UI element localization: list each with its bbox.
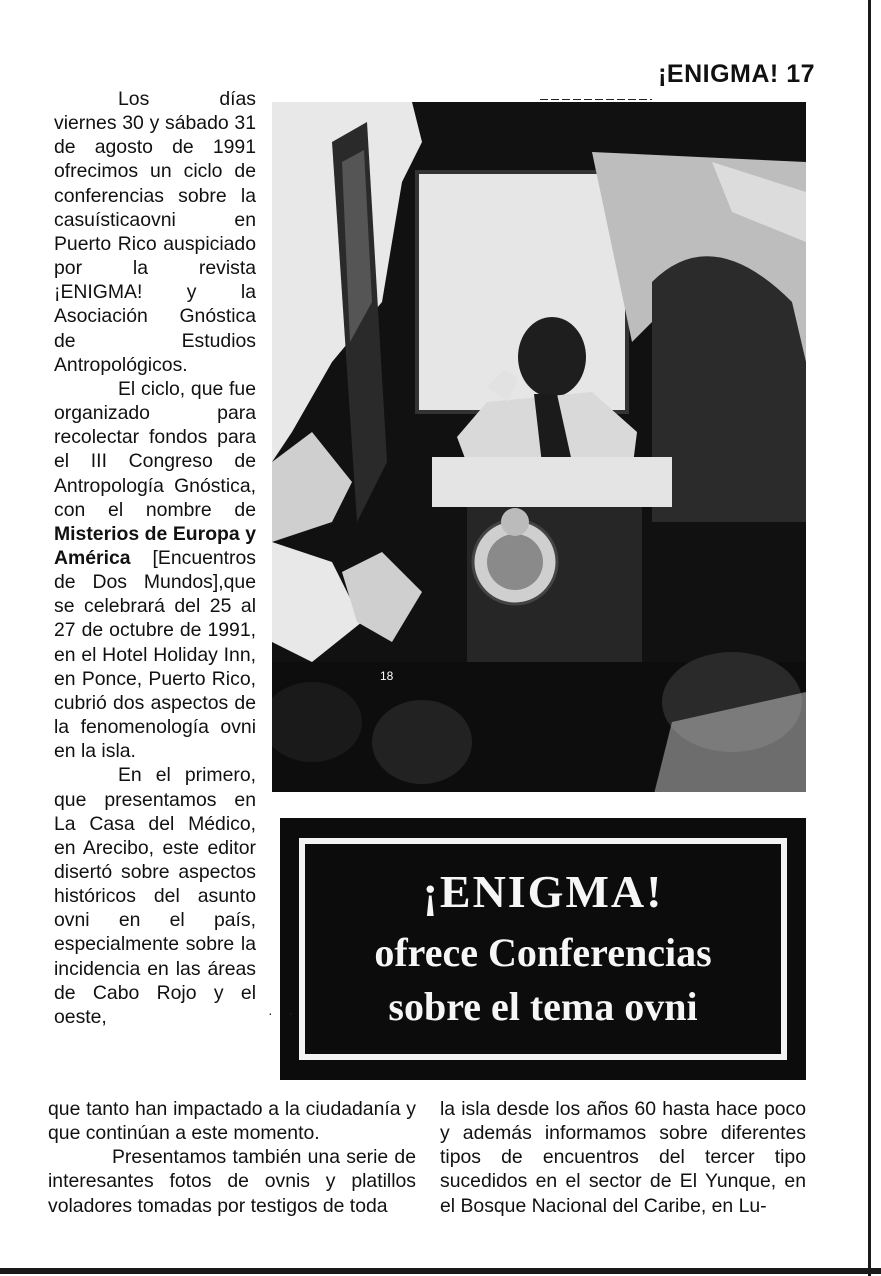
headline-frame: [299, 838, 787, 1060]
paragraph-cycle: [54, 377, 256, 764]
paragraph-cycle-text: El ciclo, que fue organizado para recolectar fondos para el III Congreso de Antropología Gnóstica, con el nombre de: [54, 377, 256, 521]
photo-number-label: 18: [380, 669, 394, 683]
paragraph-continuation: que tanto han impactado a la ciudadanía y que continúan a este momento.: [48, 1098, 416, 1145]
paragraph-first: En el primero, que presentamos en La Casa del Médico, en Arecibo, este editor disertó sobre aspectos históricos del asunto ovni en el país, especialmente sobre la incidencia en las áreas de Cabo Rojo y el oeste,: [54, 764, 256, 1028]
page-header: ¡ENIGMA! 17: [658, 60, 815, 88]
bottom-left-column: [48, 1097, 416, 1218]
headline-line-1: ¡ENIGMA!: [422, 866, 664, 917]
print-specks: · ·: [268, 1005, 300, 1021]
headline-line-2: ofrece Conferencias: [374, 930, 712, 975]
headline-box: [280, 818, 806, 1080]
paragraph-intro: Los días viernes 30 y sábado 31 de agosto de 1991 ofrecimos un ciclo de conferencias sobre la casuísticaovni en Puerto Rico auspiciado por la revista ¡ENIGMA! y la Asociación Gnóstica de Estudios Antropológicos.: [54, 88, 256, 376]
header-rule: [540, 99, 652, 100]
speaker-photo-illustration: [272, 102, 806, 802]
headline-line-3: sobre el tema ovni: [388, 984, 698, 1029]
paragraph-photos: Presentamos también una serie de interesantes fotos de ovnis y platillos voladores tomadas por testigos de toda: [48, 1146, 416, 1217]
page-edge-right: [868, 0, 871, 1276]
bottom-right-column: [440, 1097, 806, 1218]
event-photo: [272, 102, 806, 802]
paragraph-cycle-rest: [Encuentros de Dos Mundos],que se celebrará del 25 al 27 de octubre de 1991, en el Hotel Holiday Inn, en Ponce, Puerto Rico, cubrió dos aspectos de la fenomenología ovni en la isla.: [54, 546, 256, 763]
left-column: [54, 87, 256, 1029]
page-edge-bottom: [0, 1268, 881, 1274]
event-name-bold: Misterios de Europa y América: [54, 522, 256, 569]
paragraph-encounters: la isla desde los años 60 hasta hace poco y además informamos sobre diferentes tipos de encuentros del tercer tipo sucedidos en el sector de El Yunque, en el Bosque Nacional del Caribe, en Lu-: [440, 1098, 806, 1217]
